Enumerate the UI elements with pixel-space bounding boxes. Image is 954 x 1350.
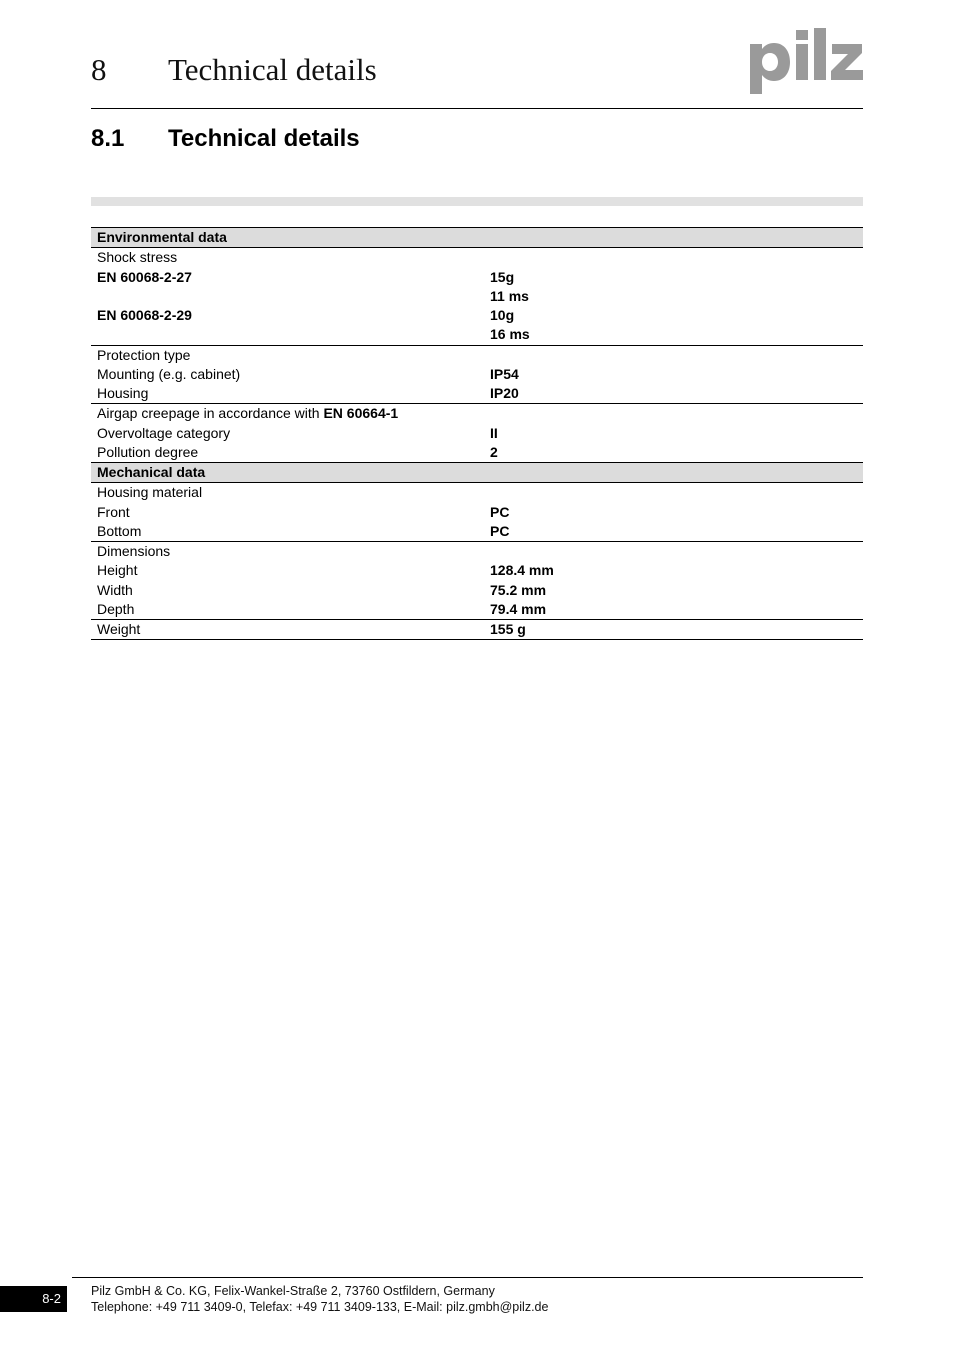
row-value xyxy=(484,248,863,268)
group-header-label: Environmental data xyxy=(91,228,863,248)
row-label: Housing xyxy=(91,384,484,404)
row-label xyxy=(91,287,484,306)
table-row xyxy=(91,345,863,365)
table-row xyxy=(91,306,863,325)
table-row xyxy=(91,268,863,287)
row-label: Height xyxy=(97,562,138,579)
chapter-title: Technical details xyxy=(168,52,377,87)
row-label: Weight xyxy=(91,620,484,640)
footer-address xyxy=(91,1283,548,1315)
page-number-badge xyxy=(0,1286,67,1312)
row-value: 16 ms xyxy=(484,325,863,345)
row-value xyxy=(484,345,863,365)
row-label: EN 60068-2-27 xyxy=(97,268,192,285)
row-value: 155 g xyxy=(484,620,863,640)
row-label: Mounting (e.g. cabinet) xyxy=(97,365,241,382)
row-label: Depth xyxy=(91,600,484,620)
table-row xyxy=(91,542,863,562)
row-value: 79.4 mm xyxy=(484,600,863,620)
row-value: 11 ms xyxy=(490,287,529,304)
table-row xyxy=(91,287,863,306)
table-row xyxy=(91,325,863,345)
row-value: PC xyxy=(490,503,510,520)
table-row xyxy=(91,443,863,463)
table-row xyxy=(91,522,863,542)
row-value xyxy=(484,542,863,562)
technical-data-table-body xyxy=(91,228,863,640)
row-value: 10g xyxy=(490,307,515,324)
row-label: Overvoltage category xyxy=(97,424,231,441)
table-row xyxy=(91,620,863,640)
row-value: 128.4 mm xyxy=(490,562,554,579)
pilz-logo xyxy=(748,28,864,94)
table-row xyxy=(91,483,863,503)
section-title: Technical details xyxy=(168,125,360,152)
chapter-number: 8 xyxy=(91,52,107,87)
table-row xyxy=(91,561,863,580)
row-label xyxy=(91,404,484,424)
row-label: Front xyxy=(97,503,130,520)
row-label: Dimensions xyxy=(97,543,171,560)
table-row xyxy=(91,365,863,384)
footer-line-2: Telephone: +49 711 3409-0, Telefax: +49 711 3409-133, E-Mail: pilz.gmbh@pilz.de xyxy=(91,1300,549,1314)
row-value: II xyxy=(490,424,498,441)
group-header-label: Mechanical data xyxy=(91,463,863,483)
table-row xyxy=(91,248,863,268)
section-number: 8.1 xyxy=(91,125,125,152)
technical-data-table xyxy=(91,227,863,640)
row-value: 75.2 mm xyxy=(490,581,547,598)
row-label: Shock stress xyxy=(97,249,178,266)
table-row xyxy=(91,581,863,600)
row-label-standard: EN 60664-1 xyxy=(323,405,399,422)
table-group-header xyxy=(91,228,863,248)
section-heading xyxy=(91,124,360,154)
header-rule xyxy=(91,108,863,109)
footer-line-1: Pilz GmbH & Co. KG, Felix-Wankel-Straße 2, 73760 Ostfildern, Germany xyxy=(91,1284,495,1298)
row-label: Pollution degree xyxy=(97,443,199,460)
table-row xyxy=(91,384,863,404)
table-row xyxy=(91,503,863,522)
row-value: 15g xyxy=(490,268,515,285)
row-label: Housing material xyxy=(97,484,203,501)
row-value: IP20 xyxy=(484,384,863,404)
row-label: Bottom xyxy=(91,522,484,542)
section-divider-bar xyxy=(91,197,863,206)
table-row xyxy=(91,424,863,443)
page-number: 8-2 xyxy=(42,1291,61,1306)
row-label xyxy=(91,325,484,345)
row-value: IP54 xyxy=(490,365,519,382)
row-value: 2 xyxy=(490,443,498,460)
row-label: Width xyxy=(97,581,133,598)
row-value xyxy=(484,404,863,424)
table-group-header xyxy=(91,463,863,483)
table-row xyxy=(91,600,863,620)
row-value xyxy=(484,483,863,503)
table-row xyxy=(91,404,863,424)
row-value: PC xyxy=(484,522,863,542)
row-label-text: Airgap creepage in accordance with xyxy=(97,405,324,422)
row-label: EN 60068-2-29 xyxy=(97,307,192,324)
row-label: Protection type xyxy=(97,346,191,363)
footer-rule xyxy=(72,1277,863,1278)
